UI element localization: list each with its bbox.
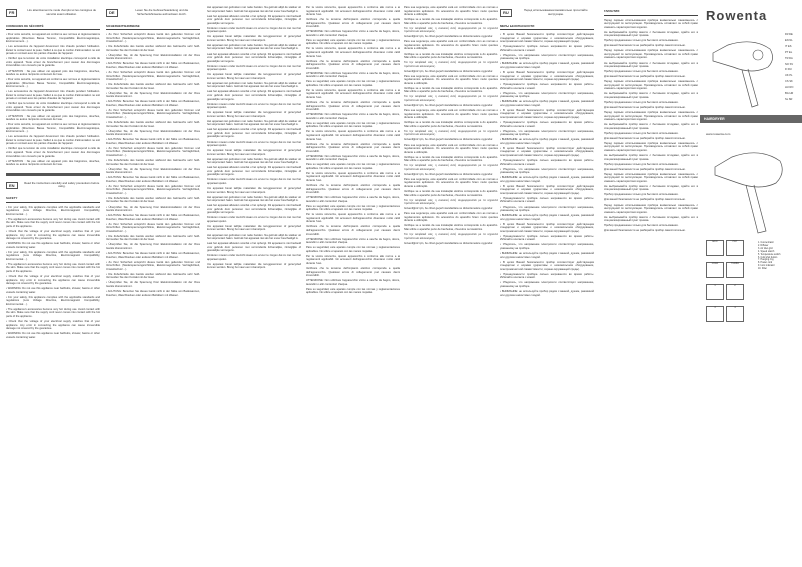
paragraph: • Die Zubehörteile des Geräts werden während des Gebrauchs sehr heiß. Vermeiden Sie den Kontakt mit der Haut.: [106, 272, 200, 280]
paragraph: Per la vostra sicurezza, questo apparecchio è conforme alle norme e ai regolamenti applicabili. Gli accessori dell'apparecchio diventano molto caldi durante l'uso.: [306, 6, 400, 17]
paragraph: Para su seguridad, este aparato cumple con las normas y reglamentaciones aplicables. No utilice el aparato con las manos mojadas.: [306, 287, 400, 295]
paragraph: Güvenliğiniz için, bu cihaz geçerli standartlara ve düzenlemelere uygundur.: [404, 69, 494, 73]
paragraph: Uw apparaat bevat talrijke materialen die teruggewonnen of gerecycled kunnen worden. Breng het naar een inzamelpunt.: [207, 73, 301, 80]
paragraph: • В целях Вашей безопасности прибор соответствует действующим стандартам и нормам (директивы о низковольтном оборудовании, электромагнитной совместимости, охране окружающей среды).: [500, 71, 594, 82]
paragraph: Для вашей безопасности не разбирайте прибор самостоятельно.: [604, 105, 686, 109]
paragraph: Verificare che la tensione dell'impianto elettrico corrisponda a quella dell'apparecchio. Qualsiasi errore di collegamento può causare danni irreversibili.: [306, 184, 400, 195]
paragraph: • The appliance's accessories become very hot during use. Avoid contact with the skin. Make sure that the supply cord never comes into contact with the hot parts of the appliance.: [6, 262, 100, 273]
paragraph: • Принадлежности прибора сильно нагреваются во время работы. Избегайте контакта с кожей.: [500, 196, 594, 204]
paragraph: Het apparaat niet gebruiken met natte handen. Na gebruik altijd de stekker uit het stopcontact halen. Gebruik het apparaat niet als het snoer beschadigd is.: [207, 6, 301, 13]
paragraph: • Zu Ihrer Sicherheit entspricht dieses Gerät den geltenden Normen und Vorschriften (Niederspannungsrichtlinie, Elektromagnetische Verträglichkeit, Umweltschutz…).: [106, 146, 200, 157]
paragraph: Kinderen moeten onder toezicht staan om ervoor te zorgen dat ze niet met het apparaat spelen.: [207, 26, 301, 34]
paragraph: • For your safety, this appliance complies with the applicable standards and regulations (Low Voltage Directive, Electromagnetic Compatibility, Environmental…).: [6, 250, 100, 261]
language-header: [6, 9, 100, 17]
language-code-pair: IT ES: [785, 44, 792, 48]
text-column: [404, 6, 498, 563]
part-item: 6. Cold shot button: [758, 256, 778, 259]
paragraph: Güvenliğiniz için, bu cihaz geçerli standartlara ve düzenlemelere uygundur.: [404, 172, 494, 176]
part-item: 7. Hanging ring: [758, 259, 774, 262]
language-code: RU: [500, 9, 512, 17]
paragraph: • Überprüfen Sie, ob die Spannung Ihrer Elektroinstallation mit der Ihres Geräts übereinstimmt.: [106, 91, 200, 99]
paragraph: Güvenliğiniz için, bu cihaz geçerli standartlara ve düzenlemelere uygundur.: [404, 241, 494, 245]
paragraph: • ACHTUNG: Benutzen Sie dieses Gerät nicht in der Nähe von Badewannen, Duschen, Waschbecken oder anderen Behältern mit Wasser.: [106, 252, 200, 259]
paragraph: Прибор предназначен только для бытового использования.: [604, 70, 679, 74]
paragraph: • Zu Ihrer Sicherheit entspricht dieses Gerät den geltenden Normen und Vorschriften (Niederspannungsrichtlinie, Elektromagnetische Verträglichkeit, Umweltschutz…).: [106, 184, 200, 195]
paragraph: Прибор предназначен только для бытового использования.: [604, 39, 679, 43]
brand-logo: Rowenta: [706, 8, 768, 23]
language-code-pair: FR DE: [785, 33, 793, 36]
paragraph: • Убедитесь, что напряжение электросети соответствует напряжению, указанному на приборе.: [500, 129, 594, 137]
text-column: [500, 6, 594, 563]
paragraph: Uw apparaat bevat talrijke materialen die teruggewonnen of gerecycled kunnen worden. Breng het naar een inzamelpunt.: [207, 111, 301, 118]
paragraph: Het apparaat niet gebruiken met natte handen. Na gebruik altijd de stekker uit het stopcontact halen. Gebruik het apparaat niet als het snoer beschadigd is.: [207, 233, 301, 241]
paragraph: Het apparaat niet gebruiken met natte handen. Na gebruik altijd de stekker uit het stopcontact halen. Gebruik het apparaat niet als het snoer beschadigd is.: [207, 119, 301, 127]
paragraph: • Pour votre sécurité, cet appareil est conforme aux normes et réglementations applicables (Directives Basse Tension, Compatibilité Électromagnétique, Environnement…).: [6, 33, 100, 44]
paragraph: Verifique se a tensão da sua instalação elétrica corresponde à do aparelho. Não utilize o aparelho perto de banheiras, chuveiros ou lavatórios.: [404, 155, 498, 163]
website-url: www.rowenta.com: [706, 132, 731, 136]
paragraph: Kinderen moeten onder toezicht staan om ervoor te zorgen dat ze niet met het apparaat spelen.: [207, 64, 301, 72]
figure-panel: COLD: [706, 262, 724, 278]
paragraph: Güvenliğiniz için, bu cihaz geçerli standartlara ve düzenlemelere uygundur.: [404, 138, 494, 142]
paragraph: • ВНИМАНИЕ: не используйте прибор рядом с ванной, душем, раковиной или другими емкостями с водой.: [500, 176, 594, 183]
paragraph: Прибор предназначен только для бытового использования.: [604, 224, 679, 228]
language-code-pair: BG HR: [785, 92, 794, 96]
paragraph: • Überprüfen Sie, ob die Spannung Ihrer Elektroinstallation mit der Ihres Geräts übereinstimmt.: [106, 129, 200, 137]
text-column: [306, 6, 400, 563]
paragraph: • Les accessoires de l'appareil deviennent très chauds pendant l'utilisation. Évitez le contact avec la peau. Veillez à ce que le cordon d'alimentation ne soit jamais en contact avec les parties chaudes de l'appareil.: [6, 45, 100, 56]
paragraph: Uw apparaat bevat talrijke materialen die teruggewonnen of gerecycled kunnen worden. Breng het naar een inzamelpunt.: [207, 224, 301, 232]
paragraph: • WARNING: Do not use this appliance near bathtubs, shower, basins or other vessels containing water.: [6, 242, 100, 249]
paragraph: • Zu Ihrer Sicherheit entspricht dieses Gerät den geltenden Normen und Vorschriften (Niederspannungsrichtlinie, Elektromagnetische Verträglichkeit, Umweltschutz…).: [106, 71, 200, 82]
paragraph: • Убедитесь, что напряжение электросети соответствует напряжению, указанному на приборе.: [500, 167, 594, 175]
paragraph: Не выбрасывайте прибор вместе с бытовыми отходами, сдайте его в специализированный пункт приема.: [604, 123, 698, 130]
part-item: 5. Temperature switch: [758, 253, 781, 256]
paragraph: Para sua segurança, este aparelho está em conformidade com as normas e regulamentos aplicáveis. Os acessórios do aparelho ficam muito quentes durante a utilização.: [404, 6, 498, 17]
paragraph: • ATTENTION : Ne pas utiliser cet appareil près des baignoires, douches, lavabos ou autres récipients contenant de l'eau.: [6, 114, 100, 122]
section-heading: МЕРЫ БЕЗОПАСНОСТИ: [500, 25, 594, 31]
paragraph: ATTENZIONE: Non utilizzare l'apparecchio vicino a vasche da bagno, docce, lavandini o altri contenitori d'acqua.: [306, 279, 400, 286]
paragraph: • WARNING: Do not use this appliance near bathtubs, shower, basins or other vessels containing water.: [6, 332, 100, 339]
paragraph: Per la vostra sicurezza, questo apparecchio è conforme alle norme e ai regolamenti applicabili. Gli accessori dell'apparecchio diventano molto caldi durante l'uso.: [306, 171, 400, 182]
parts-list: [758, 242, 780, 271]
paragraph: Para sua segurança, este aparelho está em conformidade com as normas e regulamentos aplicáveis. Os acessórios do aparelho ficam muito quentes durante a utilização.: [404, 177, 498, 188]
paragraph: • Vérifiez que la tension de votre installation électrique correspond à celle de votre appareil. Toute erreur de branchement peut causer des dommages irréversibles non couverts par la garantie.: [6, 57, 100, 68]
paragraph: Για την ασφάλειά σας, η συσκευή αυτή συμμορφώνεται με τα ισχύοντα πρότυπα και κανονισμούς.: [404, 61, 498, 68]
paragraph: Verificare che la tensione dell'impianto elettrico corrisponda a quella dell'apparecchio. Qualsiasi errore di collegamento può causare danni irreversibili.: [306, 18, 400, 29]
paragraph: Laat het apparaat afkoelen voordat u het opbergt. Dit apparaat is niet bedoeld voor gebruik door personen met verminderde lichamelijke, zintuiglijke of geestelijke vermogens.: [207, 52, 301, 63]
part-item: 3. Air inlet grid: [758, 247, 773, 250]
language-code-pair: SL SR: [785, 97, 793, 101]
paragraph: • ACHTUNG: Benutzen Sie dieses Gerät nicht in der Nähe von Badewannen, Duschen, Waschbecken oder anderen Behältern mit Wasser.: [106, 138, 200, 145]
paragraph: Перед первым использованием прибора внимательно ознакомьтесь с инструкцией по эксплуатации. Производитель оставляет за собой право изменять характеристики изделия.: [604, 141, 698, 152]
paragraph: Kinderen moeten onder toezicht staan om ervoor te zorgen dat ze niet met het apparaat spelen.: [207, 216, 301, 223]
paragraph: • Check that the voltage of your electrical supply matches that of your appliance. Any error in connecting the appliance can cause irreversible damage not covered by the guarantee.: [6, 320, 100, 331]
paragraph: Uw apparaat bevat talrijke materialen die teruggewonnen of gerecycled kunnen worden. Breng het naar een inzamelpunt.: [207, 149, 301, 156]
paragraph: • В целях Вашей безопасности прибор соответствует действующим стандартам и нормам (директивы о низковольтном оборудовании, электромагнитной совместимости, охране окружающей среды).: [500, 184, 594, 195]
text-column: [6, 6, 100, 563]
paragraph: Перед первым использованием прибора внимательно ознакомьтесь с инструкцией по эксплуатации. Производитель оставляет за собой право изменять характеристики изделия.: [604, 172, 698, 183]
paragraph: • Pour votre sécurité, cet appareil est conforme aux normes et réglementations applicables (Directives Basse Tension, Compatibilité Électromagnétique, Environnement…).: [6, 123, 100, 134]
paragraph: Για την ασφάλειά σας, η συσκευή αυτή συμμορφώνεται με τα ισχύοντα πρότυπα και κανονισμούς.: [404, 129, 498, 137]
part-item: 10. Filter: [758, 268, 767, 271]
section-heading: ГАРАНТИЯ: [604, 10, 698, 16]
paragraph: Verificare che la tensione dell'impianto elettrico corrisponda a quella dell'apparecchio. Qualsiasi errore di collegamento può causare danni irreversibili.: [306, 59, 400, 70]
paragraph: Для вашей безопасности не разбирайте прибор самостоятельно.: [604, 167, 686, 171]
language-code-pair: HU RO: [785, 86, 794, 90]
paragraph: • В целях Вашей безопасности прибор соответствует действующим стандартам и нормам (директивы о низковольтном оборудовании, электромагнитной совместимости, охране окружающей среды).: [500, 146, 594, 157]
paragraph: • Die Zubehörteile des Geräts werden während des Gebrauchs sehr heiß. Vermeiden Sie den Kontakt mit der Haut.: [106, 121, 200, 128]
paragraph: Per la vostra sicurezza, questo apparecchio è conforme alle norme e ai regolamenti applicabili. Gli accessori dell'apparecchio diventano molto caldi durante l'uso.: [306, 254, 400, 265]
paragraph: • Принадлежности прибора сильно нагреваются во время работы. Избегайте контакта с кожей.: [500, 83, 594, 90]
text-column: [604, 6, 698, 563]
paragraph: • Check that the voltage of your electrical supply matches that of your appliance. Any error in connecting the appliance can cause irreversible damage not covered by the guarantee.: [6, 275, 100, 286]
paragraph: Het apparaat niet gebruiken met natte handen. Na gebruik altijd de stekker uit het stopcontact halen. Gebruik het apparaat niet als het snoer beschadigd is.: [207, 157, 301, 165]
paragraph: Kinderen moeten onder toezicht staan om ervoor te zorgen dat ze niet met het apparaat spelen.: [207, 254, 301, 261]
paragraph: Για την ασφάλειά σας, η συσκευή αυτή συμμορφώνεται με τα ισχύοντα πρότυπα και κανονισμούς.: [404, 198, 498, 206]
language-code-pair: FI RU: [785, 68, 792, 72]
paragraph: Para su seguridad, este aparato cumple con las normas y reglamentaciones aplicables. No utilice el aparato con las manos mojadas.: [306, 204, 400, 212]
paragraph: • Überprüfen Sie, ob die Spannung Ihrer Elektroinstallation mit der Ihres Geräts übereinstimmt.: [106, 167, 200, 175]
paragraph: • В целях Вашей безопасности прибор соответствует действующим стандартам и нормам (директивы о низковольтном оборудовании, электромагнитной совместимости, охране окружающей среды).: [500, 108, 594, 120]
paragraph: Laat het apparaat afkoelen voordat u het opbergt. Dit apparaat is niet bedoeld voor gebruik door personen met verminderde lichamelijke, zintuiglijke of geestelijke vermogens.: [207, 242, 301, 253]
paragraph: • Принадлежности прибора сильно нагреваются во время работы. Избегайте контакта с кожей.: [500, 45, 594, 52]
paragraph: Para sua segurança, este aparelho está em conformidade com as normas e regulamentos aplicáveis. Os acessórios do aparelho ficam muito quentes durante a utilização.: [404, 40, 498, 51]
paragraph: ATTENZIONE: Non utilizzare l'apparecchio vicino a vasche da bagno, docce, lavandini o altri contenitori d'acqua.: [306, 154, 400, 162]
paragraph: • Принадлежности прибора сильно нагреваются во время работы. Избегайте контакта с кожей.: [500, 234, 594, 242]
section-heading: CONSIGNES DE SÉCURITÉ: [6, 25, 100, 31]
paragraph: • Vérifiez que la tension de votre installation électrique correspond à celle de votre appareil. Toute erreur de branchement peut causer des dommages irréversibles non couverts par la garantie.: [6, 102, 100, 113]
paragraph: Per la vostra sicurezza, questo apparecchio è conforme alle norme e ai regolamenti applicabili. Gli accessori dell'apparecchio diventano molto caldi durante l'uso.: [306, 47, 400, 58]
text-column: [106, 6, 200, 563]
paragraph: • ACHTUNG: Benutzen Sie dieses Gerät nicht in der Nähe von Badewannen, Duschen, Waschbecken oder anderen Behältern mit Wasser.: [106, 176, 200, 183]
paragraph: • Die Zubehörteile des Geräts werden während des Gebrauchs sehr heiß. Vermeiden Sie den Kontakt mit der Haut.: [106, 83, 200, 90]
paragraph: • For your safety, this appliance complies with the applicable standards and regulations (Low Voltage Directive, Electromagnetic Compatibility, Environmental…).: [6, 205, 100, 216]
paragraph: Güvenliğiniz için, bu cihaz geçerli standartlara ve düzenlemelere uygundur.: [404, 104, 494, 108]
figure-panel: ECO: [706, 240, 724, 256]
paragraph: Laat het apparaat afkoelen voordat u het opbergt. Dit apparaat is niet bedoeld voor gebruik door personen met verminderde lichamelijke, zintuiglijke of geestelijke vermogens.: [207, 166, 301, 177]
part-item: 9. Ionic indicator: [758, 265, 775, 268]
language-header: [106, 9, 200, 17]
paragraph: Para su seguridad, este aparato cumple con las normas y reglamentaciones aplicables. No utilice el aparato con las manos mojadas.: [306, 163, 400, 170]
paragraph: Перед первым использованием прибора внимательно ознакомьтесь с инструкцией по эксплуатации. Производитель оставляет за собой право изменять характеристики изделия.: [604, 49, 698, 60]
section-heading: SICHERHEITSHINWEISE: [106, 25, 200, 31]
paragraph: Per la vostra sicurezza, questo apparecchio è conforme alle norme e ai regolamenti applicabili. Gli accessori dell'apparecchio diventano molto caldi durante l'uso.: [306, 88, 400, 100]
hairdryer-illustration-2: [710, 145, 790, 235]
language-code: FR: [6, 9, 17, 17]
paragraph: • Überprüfen Sie, ob die Spannung Ihrer Elektroinstallation mit der Ihres Geräts übereinstimmt.: [106, 53, 200, 61]
paragraph: Verifique se a tensão da sua instalação elétrica corresponde à do aparelho. Não utilize o aparelho perto de banheiras, chuveiros ou lavatórios.: [404, 121, 498, 128]
text-column: [207, 6, 301, 563]
paragraph: • В целях Вашей безопасности прибор соответствует действующим стандартам и нормам (директивы о низковольтном оборудовании, электромагнитной совместимости, охране окружающей среды).: [500, 33, 594, 44]
paragraph: Для вашей безопасности не разбирайте прибор самостоятельно.: [604, 229, 686, 233]
figure-panel: 4: [726, 306, 744, 322]
paragraph: Per la vostra sicurezza, questo apparecchio è conforme alle norme e ai regolamenti applicabili. Gli accessori dell'apparecchio diventano molto caldi durante l'uso.: [306, 130, 400, 141]
part-item: 8. Power cord: [758, 262, 773, 265]
language-codes: [785, 32, 793, 103]
paragraph: • Überprüfen Sie, ob die Spannung Ihrer Elektroinstallation mit der Ihres Geräts übereinstimmt.: [106, 243, 200, 250]
paragraph: • Die Zubehörteile des Geräts werden während des Gebrauchs sehr heiß. Vermeiden Sie den Kontakt mit der Haut.: [106, 159, 200, 166]
paragraph: Laat het apparaat afkoelen voordat u het opbergt. Dit apparaat is niet bedoeld voor gebruik door personen met verminderde lichamelijke, zintuiglijke of geestelijke vermogens.: [207, 128, 301, 139]
paragraph: • ACHTUNG: Benutzen Sie dieses Gerät nicht in der Nähe von Badewannen, Duschen, Waschbecken oder anderen Behältern mit Wasser.: [106, 214, 200, 221]
paragraph: Laat het apparaat afkoelen voordat u het opbergt. Dit apparaat is niet bedoeld voor gebruik door personen met verminderde lichamelijke, zintuiglijke of geestelijke vermogens.: [207, 90, 301, 101]
paragraph: • Überprüfen Sie, ob die Spannung Ihrer Elektroinstallation mit der Ihres Geräts übereinstimmt.: [106, 281, 200, 288]
paragraph: Не выбрасывайте прибор вместе с бытовыми отходами, сдайте его в специализированный пункт приема.: [604, 61, 698, 69]
paragraph: Uw apparaat bevat talrijke materialen die teruggewonnen of gerecycled kunnen worden. Breng het naar een inzamelpunt.: [207, 35, 301, 42]
language-code-pair: TR DA: [785, 56, 793, 60]
paragraph: Не выбрасывайте прибор вместе с бытовыми отходами, сдайте его в специализированный пункт приема.: [604, 215, 698, 223]
paragraph: Для вашей безопасности не разбирайте прибор самостоятельно.: [604, 198, 686, 202]
section-heading: SAFETY: [6, 197, 100, 203]
paragraph: Para sua segurança, este aparelho está em conformidade com as normas e regulamentos aplicáveis. Os acessórios do aparelho ficam muito quentes durante a utilização.: [404, 143, 498, 154]
paragraph: Güvenliğiniz için, bu cihaz geçerli standartlara ve düzenlemelere uygundur.: [404, 207, 494, 211]
part-item: 4. Speed switch: [758, 250, 775, 253]
paragraph: Не выбрасывайте прибор вместе с бытовыми отходами, сдайте его в специализированный пункт приема.: [604, 92, 698, 99]
cover-panel: [700, 0, 802, 567]
paragraph: Para sua segurança, este aparelho está em conformidade com as normas e regulamentos aplicáveis. Os acessórios do aparelho ficam muito quentes durante a utilização.: [404, 74, 498, 85]
paragraph: Verifique se a tensão da sua instalação elétrica corresponde à do aparelho. Não utilize o aparelho perto de banheiras, chuveiros ou lavatórios.: [404, 224, 498, 231]
paragraph: Kinderen moeten onder toezicht staan om ervoor te zorgen dat ze niet met het apparaat spelen.: [207, 140, 301, 148]
paragraph: • Les accessoires de l'appareil deviennent très chauds pendant l'utilisation. Évitez le contact avec la peau. Veillez à ce que le cordon d'alimentation ne soit jamais en contact avec les parties chaudes de l'appareil.: [6, 135, 100, 146]
paragraph: • Check that the voltage of your electrical supply matches that of your appliance. Any error in connecting the appliance can cause irreversible damage not covered by the guarantee.: [6, 230, 100, 241]
paragraph: Para su seguridad, este aparato cumple con las normas y reglamentaciones aplicables. No utilice el aparato con las manos mojadas.: [306, 121, 400, 129]
paragraph: • Überprüfen Sie, ob die Spannung Ihrer Elektroinstallation mit der Ihres Geräts übereinstimmt.: [106, 205, 200, 213]
language-code-pair: PT EL: [785, 50, 793, 54]
paragraph: Kinderen moeten onder toezicht staan om ervoor te zorgen dat ze niet met het apparaat spelen.: [207, 178, 301, 185]
figure-panel: TURBO: [726, 262, 744, 278]
paragraph: ATTENZIONE: Non utilizzare l'apparecchio vicino a vasche da bagno, docce, lavandini o altri contenitori d'acqua.: [306, 71, 400, 79]
paragraph: • Zu Ihrer Sicherheit entspricht dieses Gerät den geltenden Normen und Vorschriften (Niederspannungsrichtlinie, Elektromagnetische Verträglichkeit, Umweltschutz…).: [106, 108, 200, 120]
paragraph: • WARNING: Do not use this appliance near bathtubs, shower, basins or other vessels containing water.: [6, 287, 100, 294]
paragraph: • Убедитесь, что напряжение электросети соответствует напряжению, указанному на приборе.: [500, 91, 594, 99]
language-code-pair: UK PL: [785, 74, 793, 78]
paragraph: Per la vostra sicurezza, questo apparecchio è conforme alle norme e ai regolamenti applicabili. Gli accessori dell'apparecchio diventano molto caldi durante l'uso.: [306, 213, 400, 224]
paragraph: Verifique se a tensão da sua instalação elétrica corresponde à do aparelho. Não utilize o aparelho perto de banheiras, chuveiros ou lavatórios.: [404, 190, 498, 197]
paragraph: • Die Zubehörteile des Geräts werden während des Gebrauchs sehr heiß. Vermeiden Sie den Kontakt mit der Haut.: [106, 45, 200, 52]
paragraph: • ВНИМАНИЕ: не используйте прибор рядом с ванной, душем, раковиной или другими емкостями с водой.: [500, 289, 594, 297]
paragraph: Para su seguridad, este aparato cumple con las normas y reglamentaciones aplicables. No utilice el aparato con las manos mojadas.: [306, 246, 400, 253]
paragraph: ATTENZIONE: Non utilizzare l'apparecchio vicino a vasche da bagno, docce, lavandini o altri contenitori d'acqua.: [306, 237, 400, 245]
language-code-pair: EN NL: [785, 38, 793, 42]
paragraph: Не выбрасывайте прибор вместе с бытовыми отходами, сдайте его в специализированный пункт приема.: [604, 154, 698, 161]
paragraph: • Les accessoires de l'appareil deviennent très chauds pendant l'utilisation. Évitez le contact avec la peau. Veillez à ce que le cordon d'alimentation ne soit jamais en contact avec les parties chaudes de l'appareil.: [6, 90, 100, 101]
language-intro: Lesen Sie die Gebrauchsanleitung und die Sicherheitshinweise aufmerksam durch.: [135, 8, 189, 16]
paragraph: Για την ασφάλειά σας, η συσκευή αυτή συμμορφώνεται με τα ισχύοντα πρότυπα και κανονισμούς.: [404, 95, 498, 103]
paragraph: Перед первым использованием прибора внимательно ознакомьтесь с инструкцией по эксплуатации. Производитель оставляет за собой право изменять характеристики изделия.: [604, 18, 698, 29]
paragraph: • ВНИМАНИЕ: не используйте прибор рядом с ванной, душем, раковиной или другими емкостями с водой.: [500, 252, 594, 259]
paragraph: Para su seguridad, este aparato cumple con las normas y reglamentaciones aplicables. No utilice el aparato con las manos mojadas.: [306, 80, 400, 87]
paragraph: • В целях Вашей безопасности прибор соответствует действующим стандартам и нормам (директивы о низковольтном оборудовании, электромагнитной совместимости, охране окружающей среды).: [500, 260, 594, 271]
paragraph: • ATTENTION : Ne pas utiliser cet appareil près des baignoires, douches, lavabos ou autres récipients contenant de l'eau.: [6, 159, 100, 167]
paragraph: Прибор предназначен только для бытового использования.: [604, 100, 679, 104]
paragraph: Verifique se a tensão da sua instalação elétrica corresponde à do aparelho. Não utilize o aparelho perto de banheiras, chuveiros ou lavatórios.: [404, 52, 498, 60]
paragraph: Прибор предназначен только для бытового использования.: [604, 193, 679, 197]
paragraph: Laat het apparaat afkoelen voordat u het opbergt. Dit apparaat is niet bedoeld voor gebruik door personen met verminderde lichamelijke, zintuiglijke of geestelijke vermogens.: [207, 14, 301, 25]
paragraph: ATTENZIONE: Non utilizzare l'apparecchio vicino a vasche da bagno, docce, lavandini o altri contenitori d'acqua.: [306, 113, 400, 120]
paragraph: • ВНИМАНИЕ: не используйте прибор рядом с ванной, душем, раковиной или другими емкостями с водой.: [500, 100, 594, 107]
paragraph: • Zu Ihrer Sicherheit entspricht dieses Gerät den geltenden Normen und Vorschriften (Niederspannungsrichtlinie, Elektromagnetische Verträglichkeit, Umweltschutz…).: [106, 33, 200, 44]
figure-panel: HOT: [726, 240, 744, 256]
part-item: 1. Concentrator: [758, 242, 774, 244]
paragraph: • ACHTUNG: Benutzen Sie dieses Gerät nicht in der Nähe von Badewannen, Duschen, Waschbecken oder anderen Behältern mit Wasser.: [106, 62, 200, 69]
paragraph: • Принадлежности прибора сильно нагреваются во время работы. Избегайте контакта с кожей.: [500, 272, 594, 280]
paragraph: Uw apparaat bevat talrijke materialen die teruggewonnen of gerecycled kunnen worden. Breng het naar een inzamelpunt.: [207, 187, 301, 194]
paragraph: • Zu Ihrer Sicherheit entspricht dieses Gerät den geltenden Normen und Vorschriften (Niederspannungsrichtlinie, Elektromagnetische Verträglichkeit, Umweltschutz…).: [106, 222, 200, 233]
paragraph: • Убедитесь, что напряжение электросети соответствует напряжению, указанному на приборе.: [500, 243, 594, 250]
paragraph: Για την ασφάλειά σας, η συσκευή αυτή συμμορφώνεται με τα ισχύοντα πρότυπα και κανονισμούς.: [404, 164, 498, 171]
paragraph: • Принадлежности прибора сильно нагреваются во время работы. Избегайте контакта с кожей.: [500, 121, 594, 128]
paragraph: • Принадлежности прибора сильно нагреваются во время работы. Избегайте контакта с кожей.: [500, 159, 594, 166]
paragraph: • For your safety, this appliance complies with the applicable standards and regulations (Low Voltage Directive, Electromagnetic Compatibility, Environmental…).: [6, 295, 100, 306]
paragraph: • Vérifiez que la tension de votre installation électrique correspond à celle de votre appareil. Toute erreur de branchement peut causer des dommages irréversibles non couverts par la garantie.: [6, 147, 100, 158]
paragraph: Para su seguridad, este aparato cumple con las normas y reglamentaciones aplicables. No utilice el aparato con las manos mojadas.: [306, 38, 400, 46]
paragraph: Verifique se a tensão da sua instalação elétrica corresponde à do aparelho. Não utilize o aparelho perto de banheiras, chuveiros ou lavatórios.: [404, 18, 498, 25]
paragraph: Het apparaat niet gebruiken met natte handen. Na gebruik altijd de stekker uit het stopcontact halen. Gebruik het apparaat niet als het snoer beschadigd is.: [207, 81, 301, 89]
paragraph: Güvenliğiniz için, bu cihaz geçerli standartlara ve düzenlemelere uygundur.: [404, 35, 494, 39]
paragraph: Перед первым использованием прибора внимательно ознакомьтесь с инструкцией по эксплуатации. Производитель оставляет за собой право изменять характеристики изделия.: [604, 111, 698, 122]
paragraph: • Die Zubehörteile des Geräts werden während des Gebrauchs sehr heiß. Vermeiden Sie den Kontakt mit der Haut.: [106, 234, 200, 242]
language-intro: Lire attentivement le mode d'emploi et les consignes de sécurité avant utilisation.: [27, 8, 97, 16]
paragraph: • Убедитесь, что напряжение электросети соответствует напряжению, указанному на приборе.: [500, 205, 594, 213]
paragraph: Для вашей безопасности не разбирайте прибор самостоятельно.: [604, 136, 686, 140]
language-code-pair: NO SV: [785, 62, 794, 66]
product-title-bar: HAIRDRYER: [700, 115, 802, 123]
figure-panel: 2: [726, 284, 744, 300]
paragraph: Verificare che la tensione dell'impianto elettrico corrisponda a quella dell'apparecchio. Qualsiasi errore di collegamento può causare danni irreversibili.: [306, 101, 400, 112]
paragraph: • The appliance's accessories become very hot during use. Avoid contact with the skin. Make sure that the supply cord never comes into contact with the hot parts of the appliance.: [6, 217, 100, 228]
paragraph: Для вашей безопасности не разбирайте прибор самостоятельно.: [604, 44, 686, 48]
language-code-pair: CS SK: [785, 80, 793, 84]
paragraph: Για την ασφάλειά σας, η συσκευή αυτή συμμορφώνεται με τα ισχύοντα πρότυπα και κανονισμούς.: [404, 232, 498, 240]
paragraph: • ВНИМАНИЕ: не используйте прибор рядом с ванной, душем, раковиной или другими емкостями с водой.: [500, 62, 594, 69]
paragraph: • Убедитесь, что напряжение электросети соответствует напряжению, указанному на приборе.: [500, 53, 594, 61]
paragraph: Για την ασφάλειά σας, η συσκευή αυτή συμμορφώνεται με τα ισχύοντα πρότυπα και κανονισμούς.: [404, 26, 498, 34]
paragraph: • The appliance's accessories become very hot during use. Avoid contact with the skin. Make sure that the supply cord never comes into contact with the hot parts of the appliance.: [6, 307, 100, 318]
language-header: [6, 182, 100, 190]
paragraph: Для вашей безопасности не разбирайте прибор самостоятельно.: [604, 75, 686, 79]
language-intro: Read the instructions carefully and safety precautions before using.: [24, 180, 100, 189]
paragraph: Перед первым использованием прибора внимательно ознакомьтесь с инструкцией по эксплуатации. Производитель оставляет за собой право изменять характеристики изделия.: [604, 80, 698, 91]
language-header: [500, 9, 594, 17]
paragraph: Para sua segurança, este aparelho está em conformidade com as normas e regulamentos aplicáveis. Os acessórios do aparelho ficam muito quentes durante a utilização.: [404, 212, 498, 223]
paragraph: Verificare che la tensione dell'impianto elettrico corrisponda a quella dell'apparecchio. Qualsiasi errore di collegamento può causare danni irreversibili.: [306, 266, 400, 278]
paragraph: Laat het apparaat afkoelen voordat u het opbergt. Dit apparaat is niet bedoeld voor gebruik door personen met verminderde lichamelijke, zintuiglijke of geestelijke vermogens.: [207, 204, 301, 215]
paragraph: • ВНИМАНИЕ: не используйте прибор рядом с ванной, душем, раковиной или другими емкостями с водой.: [500, 214, 594, 221]
paragraph: Прибор предназначен только для бытового использования.: [604, 162, 679, 166]
paragraph: Het apparaat niet gebruiken met natte handen. Na gebruik altijd de stekker uit het stopcontact halen. Gebruik het apparaat niet als het snoer beschadigd is.: [207, 43, 301, 51]
paragraph: Не выбрасывайте прибор вместе с бытовыми отходами, сдайте его в специализированный пункт приема.: [604, 184, 698, 192]
part-item: 2. Diffuser: [758, 244, 769, 247]
paragraph: • ВНИМАНИЕ: не используйте прибор рядом с ванной, душем, раковиной или другими емкостями с водой.: [500, 138, 594, 145]
paragraph: ATTENZIONE: Non utilizzare l'apparecchio vicino a vasche da bagno, docce, lavandini o altri contenitori d'acqua.: [306, 196, 400, 203]
paragraph: • Zu Ihrer Sicherheit entspricht dieses Gerät den geltenden Normen und Vorschriften (Niederspannungsrichtlinie, Elektromagnetische Verträglichkeit, Umweltschutz…).: [106, 260, 200, 271]
paragraph: Het apparaat niet gebruiken met natte handen. Na gebruik altijd de stekker uit het stopcontact halen. Gebruik het apparaat niet als het snoer beschadigd is.: [207, 195, 301, 203]
language-intro: Перед использованием внимательно прочитайте инструкцию.: [524, 8, 588, 16]
paragraph: Para sua segurança, este aparelho está em conformidade com as normas e regulamentos aplicáveis. Os acessórios do aparelho ficam muito quentes durante a utilização.: [404, 109, 498, 120]
paragraph: Verificare che la tensione dell'impianto elettrico corrisponda a quella dell'apparecchio. Qualsiasi errore di collegamento può causare danni irreversibili.: [306, 225, 400, 236]
hairdryer-illustration: [708, 35, 778, 110]
paragraph: • В целях Вашей безопасности прибор соответствует действующим стандартам и нормам (директивы о низковольтном оборудовании, электромагнитной совместимости, охране окружающей среды).: [500, 222, 594, 233]
language-code: EN: [6, 182, 18, 190]
paragraph: Прибор предназначен только для бытового использования.: [604, 131, 679, 135]
paragraph: Не выбрасывайте прибор вместе с бытовыми отходами, сдайте его в специализированный пункт приема.: [604, 30, 698, 38]
paragraph: Перед первым использованием прибора внимательно ознакомьтесь с инструкцией по эксплуатации. Производитель оставляет за собой право изменять характеристики изделия.: [604, 203, 698, 214]
paragraph: • Pour votre sécurité, cet appareil est conforme aux normes et réglementations applicables (Directives Basse Tension, Compatibilité Électromagnétique, Environnement…).: [6, 78, 100, 89]
paragraph: • ATTENTION : Ne pas utiliser cet appareil près des baignoires, douches, lavabos ou autres récipients contenant de l'eau.: [6, 69, 100, 77]
language-code: DE: [106, 9, 118, 17]
section-divider: [6, 173, 100, 176]
paragraph: Kinderen moeten onder toezicht staan om ervoor te zorgen dat ze niet met het apparaat spelen.: [207, 102, 301, 110]
figure-panel: 3: [706, 306, 724, 322]
paragraph: Uw apparaat bevat talrijke materialen die teruggewonnen of gerecycled kunnen worden. Breng het naar een inzamelpunt.: [207, 262, 301, 270]
paragraph: • ACHTUNG: Benutzen Sie dieses Gerät nicht in der Nähe von Badewannen, Duschen, Waschbecken oder anderen Behältern mit Wasser.: [106, 289, 200, 297]
paragraph: Verifique se a tensão da sua instalação elétrica corresponde à do aparelho. Não utilize o aparelho perto de banheiras, chuveiros ou lavatórios.: [404, 86, 498, 94]
paragraph: Verificare che la tensione dell'impianto elettrico corrisponda a quella dell'apparecchio. Qualsiasi errore di collegamento può causare danni irreversibili.: [306, 142, 400, 153]
paragraph: • Убедитесь, что напряжение электросети соответствует напряжению, указанному на приборе.: [500, 281, 594, 288]
paragraph: • Die Zubehörteile des Geräts werden während des Gebrauchs sehr heiß. Vermeiden Sie den Kontakt mit der Haut.: [106, 196, 200, 204]
paragraph: ATTENZIONE: Non utilizzare l'apparecchio vicino a vasche da bagno, docce, lavandini o altri contenitori d'acqua.: [306, 30, 400, 37]
paragraph: • ACHTUNG: Benutzen Sie dieses Gerät nicht in der Nähe von Badewannen, Duschen, Waschbecken oder anderen Behältern mit Wasser.: [106, 100, 200, 107]
figure-panel: 1: [706, 284, 724, 300]
